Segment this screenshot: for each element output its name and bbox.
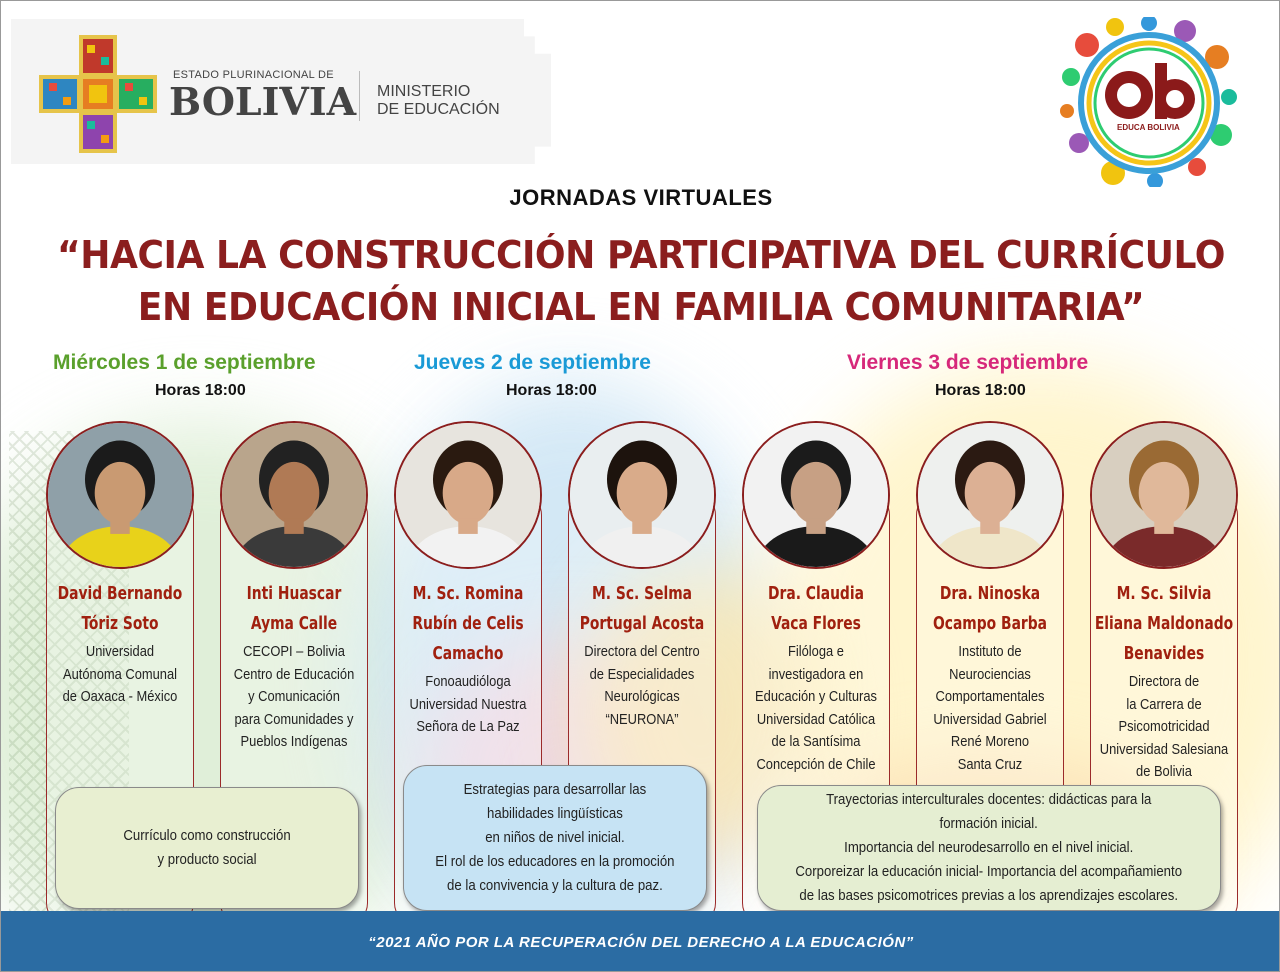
ministry-label (377, 83, 500, 119)
speaker-description-line: para Comunidades y (234, 710, 354, 728)
topic-2-line-2: habilidades lingüísticas (487, 805, 623, 822)
gov-name: BOLIVIA (169, 79, 357, 124)
topic-box-day-1 (55, 787, 359, 909)
speaker-description-line: Directora del Centro (584, 643, 700, 660)
speaker-name-line: Camacho (432, 644, 504, 664)
speaker-description-line: Directora de (1128, 673, 1200, 690)
day-1-date: Miércoles 1 de septiembre (53, 351, 316, 374)
gov-subtitle: ESTADO PLURINACIONAL DE (173, 69, 334, 81)
header-divider (359, 71, 360, 121)
speaker-name (48, 579, 192, 639)
event-title-line-1: “HACIA LA CONSTRUCCIÓN PARTICIPATIVA DEL CURRÍCULO (57, 233, 1225, 277)
topic-3-line-2: formación inicial. (939, 815, 1039, 832)
speaker-description-line: y Comunicación (248, 688, 340, 705)
speaker-description-line: de Oaxaca - México (62, 688, 178, 705)
speaker-description-line: “NEURONA” (605, 710, 679, 728)
speaker-description (397, 671, 538, 739)
speaker-name-line: Dra. Claudia (768, 584, 864, 604)
topic-1-line-1: Currículo como construcción (123, 827, 291, 844)
speaker-name-line: M. Sc. Silvia (1116, 584, 1212, 604)
speaker-description-line: Instituto de (958, 643, 1022, 660)
speaker-name (744, 579, 888, 639)
speaker-description-line: Filóloga e (788, 643, 844, 660)
speaker-description-line: Pueblos Indígenas (240, 733, 348, 750)
speaker-description-line: Comportamentales (935, 688, 1045, 705)
speaker-description-line: Concepción de Chile (756, 755, 876, 773)
speaker-name-line: M. Sc. Romina (412, 584, 524, 604)
topic-3-line-3: Importancia del neurodesarrollo en el nivel inicial. (844, 839, 1134, 856)
ministry-line-2: DE EDUCACIÓN (377, 101, 500, 118)
speaker-description-line: CECOPI – Bolivia (243, 643, 345, 660)
day-1-hours: Horas 18:00 (155, 382, 246, 399)
topic-3-line-4: Corporeizar la educación inicial- Importancia del acompañamiento (795, 863, 1183, 880)
speaker-description-line: Universidad (85, 643, 155, 660)
speaker-description-line: Neurológicas (604, 688, 680, 705)
topic-3-line-5: de las bases psicomotrices previas a los aprendizajes escolares. (799, 887, 1179, 904)
speaker-description-line: Psicomotricidad (1118, 718, 1210, 735)
speaker-description-line: René Moreno (950, 733, 1030, 750)
speaker-description-line: Universidad Nuestra (409, 695, 527, 713)
speaker-name-line: Portugal Acosta (579, 614, 705, 634)
speaker-description (919, 641, 1060, 776)
speaker-name-line: Inti Huascar (246, 584, 342, 604)
speaker-description-line: Autónoma Comunal (62, 665, 178, 683)
day-3-hours: Horas 18:00 (935, 382, 1026, 399)
speaker-description-line: Neurociencias (949, 665, 1031, 683)
day-3-date: Viernes 3 de septiembre (847, 351, 1089, 374)
speaker-photo (742, 421, 890, 569)
speaker-description (223, 641, 364, 754)
topic-box-day-2 (403, 765, 707, 911)
speaker-name-line: David Bernando (57, 584, 183, 604)
speaker-name-line: Benavides (1123, 644, 1205, 664)
topic-2-line-5: de la convivencia y la cultura de paz. (447, 877, 663, 894)
educa-logo-text: EDUCA BOLIVIA (1117, 123, 1180, 132)
speaker-photo (46, 421, 194, 569)
speaker-description-line: Fonoaudióloga (425, 673, 511, 690)
topic-1-line-2: y producto social (157, 851, 257, 868)
speaker-description (571, 641, 712, 731)
speaker-photo (394, 421, 542, 569)
speaker-description-line: Universidad Católica (756, 710, 876, 728)
speaker-photo (568, 421, 716, 569)
speaker-photo (916, 421, 1064, 569)
speaker-name-line: M. Sc. Selma (591, 584, 693, 604)
speaker-name (918, 579, 1062, 639)
speaker-name-line: Dra. Ninoska (939, 584, 1041, 604)
topic-box-day-3 (757, 785, 1221, 911)
speaker-description (1093, 671, 1234, 784)
topic-3-line-1: Trayectorias interculturales docentes: didácticas para la (826, 791, 1152, 808)
event-subtitle: JORNADAS VIRTUALES (509, 185, 773, 210)
event-title (33, 229, 1249, 333)
speaker-description (49, 641, 190, 709)
speaker-name-line: Eliana Maldonado (1094, 614, 1234, 634)
speaker-name (1092, 579, 1236, 669)
ministry-line-1: MINISTERIO (377, 83, 471, 100)
speaker-description-line: Universidad Salesiana (1099, 740, 1229, 758)
bolivia-cross-emblem-icon (39, 35, 157, 153)
speaker-description-line: investigadora en (768, 665, 864, 683)
speaker-description-line: la Carrera de (1126, 695, 1202, 713)
speaker-description-line: de la Santísima (771, 733, 861, 750)
speaker-name-line: Vaca Flores (771, 614, 861, 634)
speaker-description-line: Señora de La Paz (416, 718, 520, 735)
speaker-name-line: Rubín de Celis (412, 614, 524, 634)
speaker-name-line: Ayma Calle (250, 614, 338, 634)
day-2-hours: Horas 18:00 (506, 382, 597, 399)
speaker-name (570, 579, 714, 639)
speaker-description-line: de Especialidades (589, 665, 695, 683)
speaker-description-line: Centro de Educación (233, 665, 355, 683)
topic-2-line-1: Estrategias para desarrollar las (463, 781, 647, 798)
topic-2-line-3: en niños de nivel inicial. (485, 829, 625, 846)
speaker-photo (1090, 421, 1238, 569)
footer-slogan: “2021 AÑO POR LA RECUPERACIÓN DEL DERECHO A LA EDUCACIÓN” (368, 934, 914, 951)
day-2-date: Jueves 2 de septiembre (414, 351, 651, 374)
speaker-name-line: Ocampo Barba (932, 614, 1048, 634)
speaker-description-line: de Bolivia (1136, 763, 1192, 780)
speaker-description-line: Educación y Culturas (755, 688, 877, 705)
educa-bolivia-logo-icon (1057, 17, 1237, 187)
event-title-line-2: EN EDUCACIÓN INICIAL EN FAMILIA COMUNITARIA” (137, 285, 1145, 329)
speaker-name (396, 579, 540, 669)
speaker-photo (220, 421, 368, 569)
topic-2-line-4: El rol de los educadores en la promoción (435, 853, 675, 870)
speaker-description (745, 641, 886, 776)
speaker-name-line: Tóriz Soto (81, 614, 159, 634)
speaker-description-line: Santa Cruz (957, 755, 1023, 773)
speaker-description-line: Universidad Gabriel (933, 710, 1047, 728)
speaker-name (222, 579, 366, 639)
